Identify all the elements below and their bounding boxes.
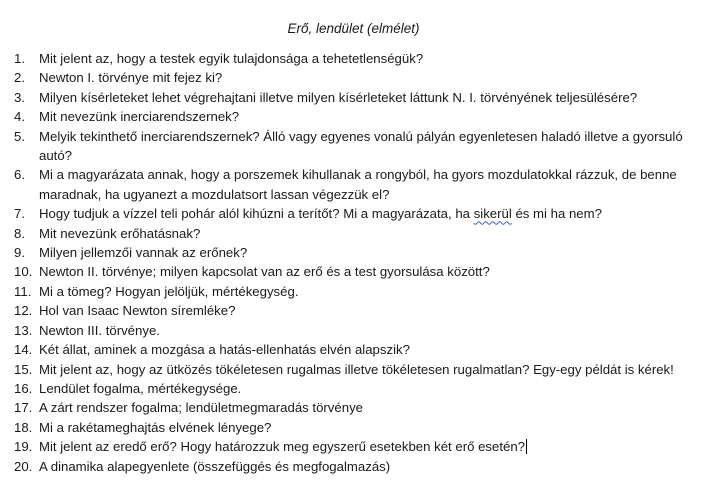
list-item-text <box>39 204 707 223</box>
list-item-text: Melyik tekinthető inerciarendszernek? Álló vagy egyenes vonalú pályán egyenletesen haladó illetve a gyorsuló autó? <box>39 128 683 164</box>
list-item-text: Newton II. törvénye; milyen kapcsolat van az erő és a test gyorsulása között? <box>39 264 490 280</box>
list-item <box>0 321 707 340</box>
question-list <box>0 49 707 476</box>
list-item-text: Newton I. törvénye mit fejez ki? <box>39 70 223 86</box>
list-item-text: Mi a magyarázata annak, hogy a porszemek kihullanak a rongyból, ha gyors mozdulatokkal rázzuk, de benne maradnak, ha ugyanezt a mozdulatsort lassan végezzük el? <box>39 167 677 202</box>
list-item-text: Mit jelent az, hogy a testek egyik tulajdonsága a tehetetlenségük? <box>39 51 424 66</box>
list-item <box>0 282 707 301</box>
list-item-number: 5. <box>14 128 25 144</box>
list-item <box>0 243 707 262</box>
list-item-number: 16. <box>14 380 33 396</box>
list-item-text: A dinamika alapegyenlete (összefüggés és megfogalmazás) <box>39 458 391 474</box>
list-item-text: Két állat, aminek a mozgása a hatás-ellenhatás elvén alapszik? <box>39 342 410 358</box>
list-item-number: 14. <box>14 342 33 358</box>
list-item-text <box>39 437 707 456</box>
list-item-number: 10. <box>14 264 33 280</box>
list-item-number: 7. <box>14 206 25 222</box>
list-item-number: 12. <box>14 303 33 319</box>
list-item-number: 19. <box>14 439 33 455</box>
list-item-number: 18. <box>14 419 33 435</box>
list-item-number: 6. <box>14 167 25 183</box>
text-segment: Hogy tudjuk a vízzel teli pohár alól kihúzni a terítőt? Mi a magyarázata, ha <box>39 206 474 222</box>
list-item <box>0 165 707 204</box>
list-item <box>0 360 707 379</box>
list-item <box>0 49 707 68</box>
list-item-number: 17. <box>14 400 33 416</box>
list-item-number: 1. <box>14 51 25 66</box>
list-item-number: 8. <box>14 225 25 241</box>
text-segment: és mi ha nem? <box>511 206 602 222</box>
list-item <box>0 340 707 359</box>
list-item <box>0 379 707 398</box>
list-item <box>0 418 707 437</box>
list-item <box>0 68 707 87</box>
list-item-number: 2. <box>14 70 25 86</box>
list-item-number: 13. <box>14 322 33 338</box>
list-item-number: 9. <box>14 245 25 261</box>
list-item-text: Lendület fogalma, mértékegysége. <box>39 380 242 396</box>
list-item-text: Mi a tömeg? Hogyan jelöljük, mértékegység. <box>39 283 299 299</box>
list-item-number: 15. <box>14 361 33 377</box>
list-item-text: Milyen jellemzői vannak az erőnek? <box>39 245 248 261</box>
list-item-text: A zárt rendszer fogalma; lendületmegmaradás törvénye <box>39 400 363 416</box>
list-item-text: Mit nevezünk inerciarendszernek? <box>39 109 240 125</box>
list-item-text: Hol van Isaac Newton síremléke? <box>39 303 236 319</box>
list-item-text: Mit jelent az, hogy az ütközés tökéletesen rugalmas illetve tökéletesen rugalmatlan? Egy-egy példát is kérek! <box>39 361 674 377</box>
list-item-text: Newton III. törvénye. <box>39 322 160 338</box>
list-item-number: 3. <box>14 89 25 105</box>
list-item-text: Mi a rakétameghajtás elvének lényege? <box>39 419 272 435</box>
list-item <box>0 457 707 476</box>
list-item <box>0 224 707 243</box>
list-item-text: Milyen kísérleteket lehet végrehajtani illetve milyen kísérleteket láttunk N. I. törvényének teljesülésére? <box>39 89 638 105</box>
spellcheck-marked-word[interactable]: sikerül <box>473 206 512 222</box>
list-item <box>0 127 707 166</box>
list-item-number: 4. <box>14 109 25 125</box>
list-item <box>0 88 707 107</box>
list-item <box>0 204 707 223</box>
document-title: Erő, lendület (elmélet) <box>287 21 420 36</box>
list-item-text: Mit nevezünk erőhatásnak? <box>39 225 201 241</box>
list-item <box>0 107 707 126</box>
list-item <box>0 262 707 281</box>
list-item <box>0 437 707 456</box>
list-item-number: 11. <box>14 283 32 299</box>
text-segment: Mit jelent az eredő erő? Hogy határozzuk meg egyszerű esetekben két erő esetén? <box>39 439 526 455</box>
list-item <box>0 301 707 320</box>
list-item-number: 20. <box>14 458 33 474</box>
list-item <box>0 398 707 417</box>
text-cursor <box>526 439 527 454</box>
